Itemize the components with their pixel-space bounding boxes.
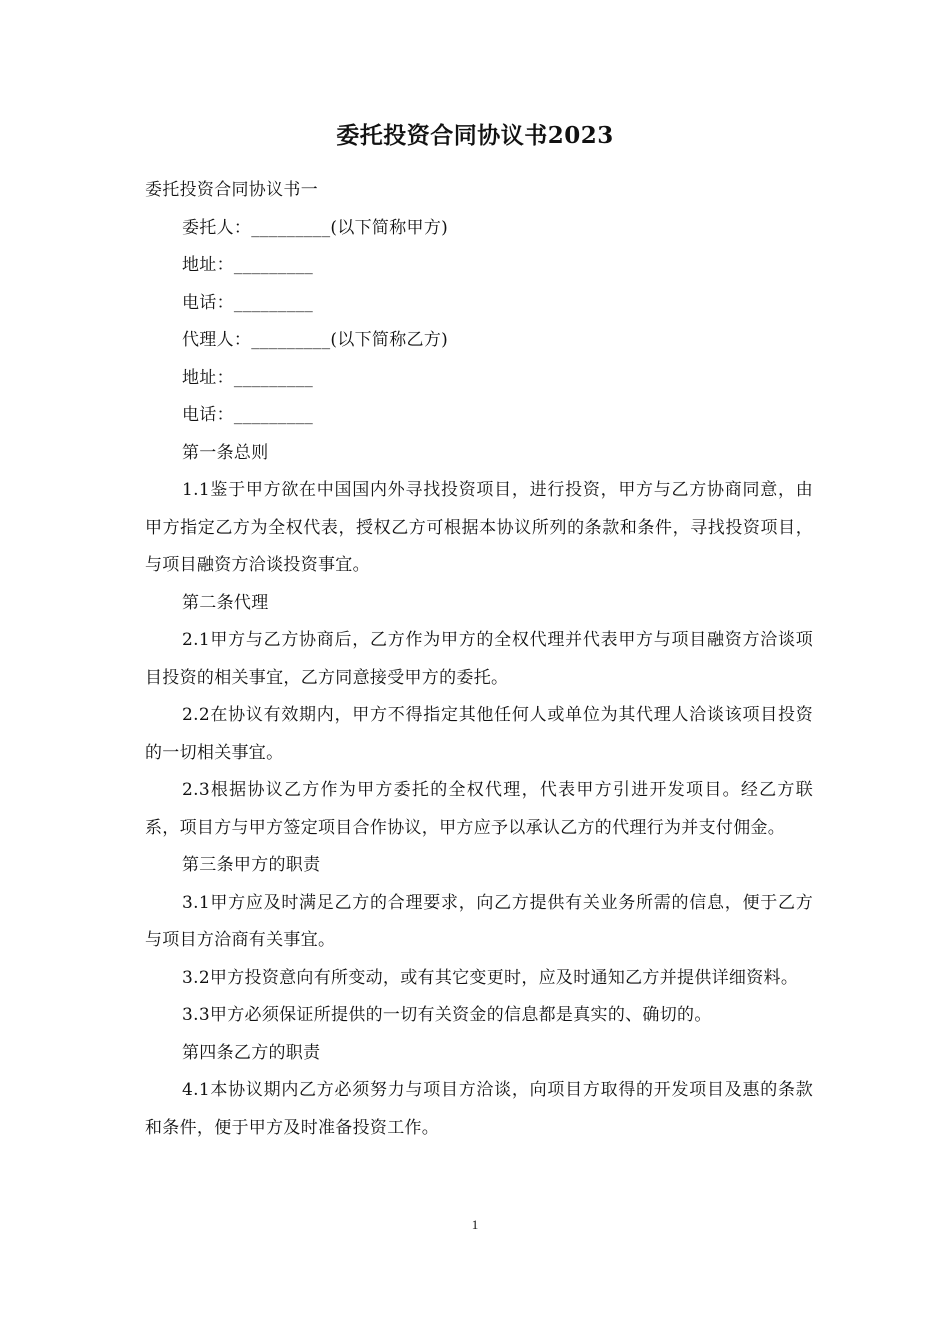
clause-2-2: 2.2在协议有效期内，甲方不得指定其他任何人或单位为其代理人洽谈该项目投资的一切相关事宜。 (145, 705, 813, 763)
clause-4-1: 4.1本协议期内乙方必须努力与项目方洽谈，向项目方取得的开发项目及惠的条款和条件，便于甲方及时准备投资工作。 (145, 1080, 813, 1138)
party-a-name: 委托人：_________(以下简称甲方) (182, 217, 449, 238)
party-b-phone: 电话：_________ (182, 405, 314, 425)
clause-1-1: 1.1鉴于甲方欲在中国国内外寻找投资项目，进行投资，甲方与乙方协商同意，由甲方指定乙方为全权代表，授权乙方可根据本协议所列的条款和条件，寻找投资项目，与项目融资方洽谈投资事宜。 (145, 480, 813, 575)
party-b-name: 代理人：_________(以下简称乙方) (182, 330, 449, 350)
party-b-address: 地址：_________ (182, 367, 314, 388)
clause-3-2: 3.2甲方投资意向有所变动，或有其它变更时，应及时通知乙方并提供详细资料。 (182, 967, 799, 988)
clause-3-1: 3.1甲方应及时满足乙方的合理要求，向乙方提供有关业务所需的信息，便于乙方与项目方洽商有关事宜。 (145, 892, 813, 950)
clause-2-3: 2.3根据协议乙方作为甲方委托的全权代理，代表甲方引进开发项目。经乙方联系，项目方与甲方签定项目合作协议，甲方应予以承认乙方的代理行为并支付佣金。 (145, 780, 813, 838)
document-body (145, 172, 813, 1147)
section-heading-1: 第一条总则 (182, 442, 269, 463)
clause-2-1: 2.1甲方与乙方协商后，乙方作为甲方的全权代理并代表甲方与项目融资方洽谈项目投资的相关事宜，乙方同意接受甲方的委托。 (145, 630, 813, 688)
clause-3-3: 3.3甲方必须保证所提供的一切有关资金的信息都是真实的、确切的。 (182, 1005, 712, 1025)
section-heading-4: 第四条乙方的职责 (182, 1042, 321, 1063)
section-heading-3: 第三条甲方的职责 (182, 855, 321, 875)
party-a-address: 地址：_________ (182, 255, 314, 275)
page-number: 1 (471, 1217, 479, 1232)
document-subtitle: 委托投资合同协议书一 (145, 180, 318, 200)
party-a-phone: 电话：_________ (182, 292, 314, 313)
section-heading-2: 第二条代理 (182, 592, 269, 613)
document-title: 委托投资合同协议书2023 (336, 122, 614, 149)
